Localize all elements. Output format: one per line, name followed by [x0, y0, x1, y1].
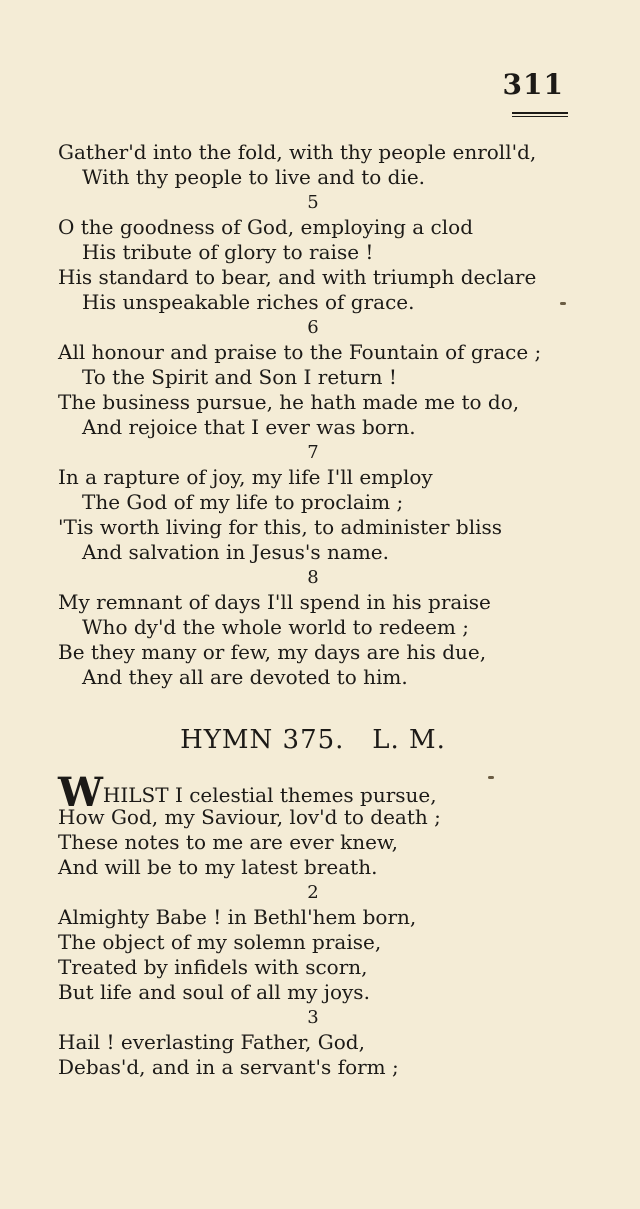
verse-line: All honour and praise to the Fountain of grace ; [58, 340, 542, 364]
verse-line [58, 769, 568, 816]
hymn-title: HYMN 375. L. M. [180, 725, 446, 755]
verse-line: But life and soul of all my joys. [58, 980, 370, 1004]
verse-line: The God of my life to proclaim ; [82, 490, 404, 514]
verse-number: 8 [307, 567, 319, 588]
verse-line: And they all are devoted to him. [82, 665, 408, 689]
verse-line: And salvation in Jesus's name. [82, 540, 389, 564]
verse-line: Hail ! everlasting Father, God, [58, 1030, 365, 1054]
verse-line: To the Spirit and Son I return ! [82, 365, 397, 389]
verse-number: 7 [307, 442, 319, 463]
verse-line: His standard to bear, and with triumph declare [58, 265, 537, 289]
page-number: 311 [502, 68, 564, 101]
verse-line: My remnant of days I'll spend in his praise [58, 590, 491, 614]
hymn-375 [58, 769, 568, 1080]
verse-line: The object of my solemn praise, [58, 930, 382, 954]
verse-number: 3 [307, 1007, 319, 1028]
verse-number: 2 [307, 882, 319, 903]
verse-line: O the goodness of God, employing a clod [58, 215, 473, 239]
verse-line: His unspeakable riches of grace. [82, 290, 415, 314]
verse-line: The business pursue, he hath made me to do, [58, 390, 520, 414]
verse-line: With thy people to live and to die. [82, 165, 426, 189]
verse-line: These notes to me are ever knew, [58, 830, 399, 854]
verse-number: 5 [307, 192, 319, 213]
header-rule [512, 112, 568, 117]
verse-line: And will be to my latest breath. [58, 855, 378, 879]
verse-line: Debas'd, and in a servant's form ; [58, 1055, 399, 1079]
ink-speck [488, 776, 494, 779]
first-line-text: HILST I celestial themes pursue, [102, 783, 437, 807]
verse-line: Who dy'd the whole world to redeem ; [82, 615, 469, 639]
verse-line: Gather'd into the fold, with thy people enroll'd, [58, 140, 537, 164]
verse-line: And rejoice that I ever was born. [82, 415, 416, 439]
ink-speck [560, 302, 566, 305]
drop-cap: W [58, 769, 103, 816]
verse-number: 6 [307, 317, 319, 338]
hymn-title-block [58, 720, 568, 760]
verse-line: Be they many or few, my days are his due, [58, 640, 487, 664]
verse-line: Treated by infidels with scorn, [58, 955, 368, 979]
verse-line: How God, my Saviour, lov'd to death ; [58, 805, 441, 829]
verse-line: In a rapture of joy, my life I'll employ [58, 465, 433, 489]
verse-line: His tribute of glory to raise ! [82, 240, 374, 264]
hymn-continuation [58, 140, 568, 690]
verse-line: Almighty Babe ! in Bethl'hem born, [58, 905, 417, 929]
verse-line: 'Tis worth living for this, to administer bliss [58, 515, 503, 539]
